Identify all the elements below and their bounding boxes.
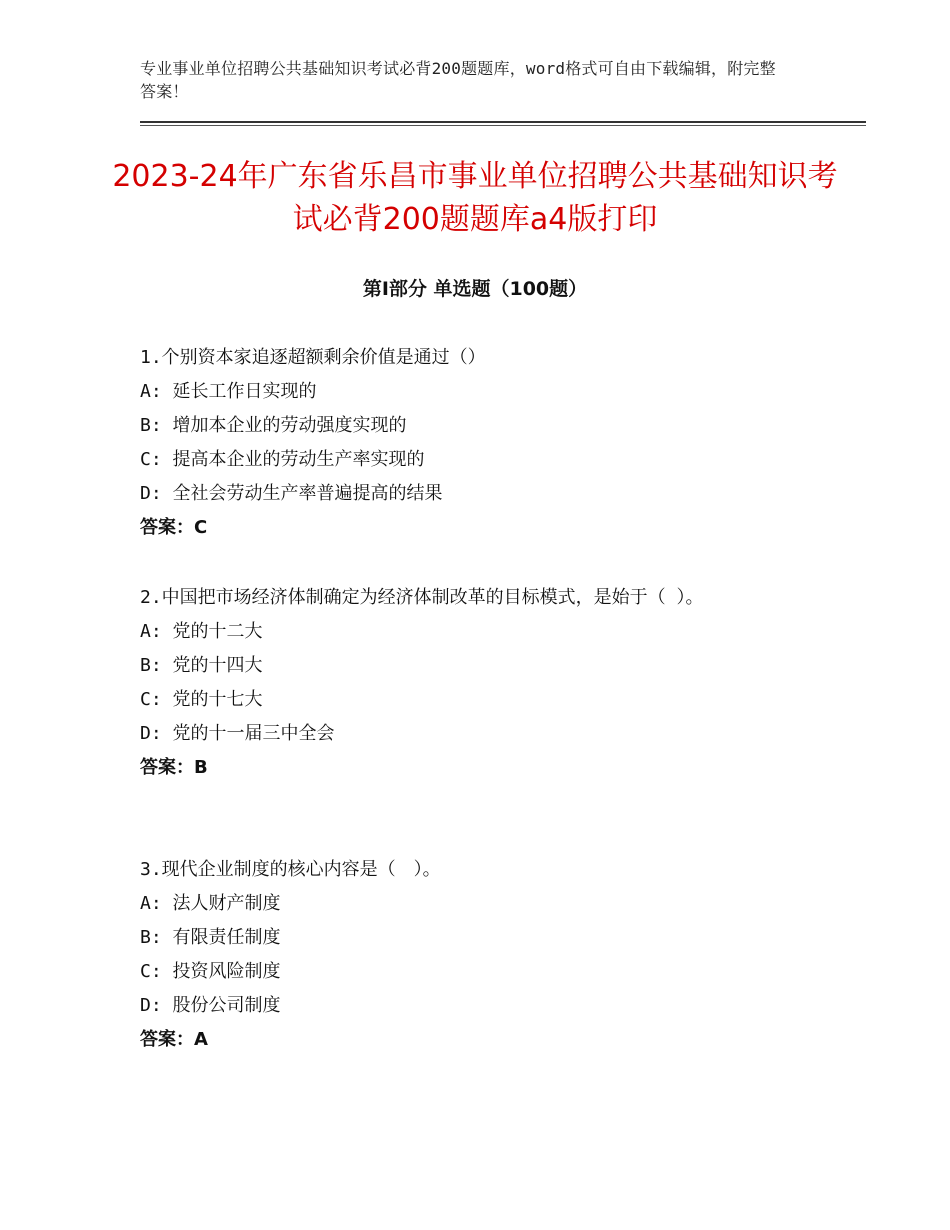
header-rule-thin xyxy=(140,125,866,126)
question-stem: 1.个别资本家追逐超额剩余价值是通过（） xyxy=(140,347,486,368)
option-b: B: 党的十四大 xyxy=(140,655,263,676)
answer: 答案：A xyxy=(140,1029,208,1050)
question-3 xyxy=(140,853,790,1057)
answer: 答案：B xyxy=(140,757,208,778)
question-stem: 2.中国把市场经济体制确定为经济体制改革的目标模式，是始于（ ）。 xyxy=(140,587,704,608)
header-rule-thick xyxy=(140,121,866,123)
option-c: C: 党的十七大 xyxy=(140,689,263,710)
option-d: D: 股份公司制度 xyxy=(140,995,281,1016)
question-stem: 3.现代企业制度的核心内容是（ ）。 xyxy=(140,859,441,880)
option-b: B: 增加本企业的劳动强度实现的 xyxy=(140,415,407,436)
question-2 xyxy=(140,581,790,785)
answer: 答案：C xyxy=(140,517,208,538)
option-d: D: 全社会劳动生产率普遍提高的结果 xyxy=(140,483,443,504)
option-d: D: 党的十一届三中全会 xyxy=(140,723,335,744)
header-note: 专业事业单位招聘公共基础知识考试必背200题题库，word格式可自由下载编辑，附完整答案！ xyxy=(140,59,776,101)
document-title: 2023-24年广东省乐昌市事业单位招聘公共基础知识考试必背200题题库a4版打印 xyxy=(112,159,838,237)
option-b: B: 有限责任制度 xyxy=(140,927,281,948)
question-1 xyxy=(140,341,790,545)
option-a: A: 党的十二大 xyxy=(140,621,263,642)
option-a: A: 法人财产制度 xyxy=(140,893,281,914)
option-c: C: 提高本企业的劳动生产率实现的 xyxy=(140,449,425,470)
section-title: 第Ⅰ部分 单选题（100题） xyxy=(362,278,588,300)
option-a: A: 延长工作日实现的 xyxy=(140,381,317,402)
option-c: C: 投资风险制度 xyxy=(140,961,281,982)
